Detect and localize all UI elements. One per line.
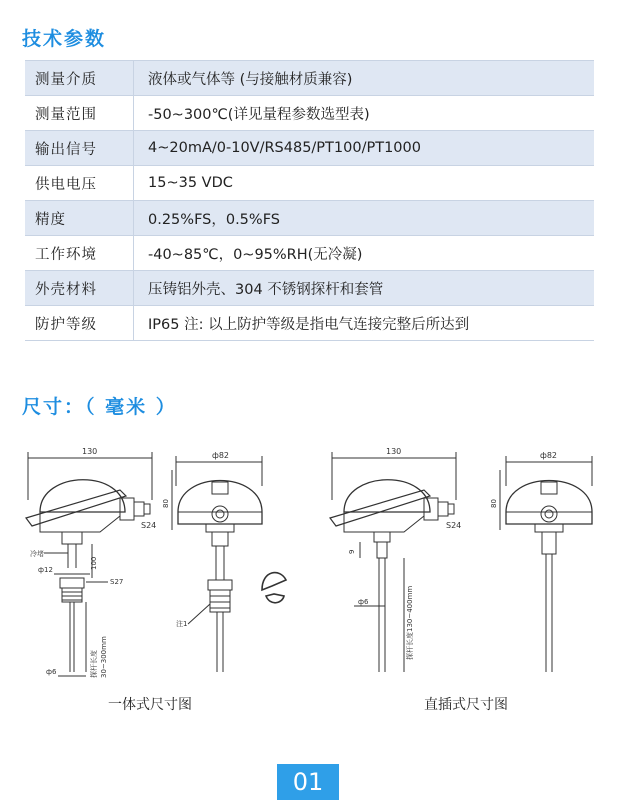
- dim-s27: S27: [110, 578, 124, 586]
- dim-phi6-1: ф6: [46, 668, 57, 676]
- cooling-label: 冷堵: [30, 550, 44, 558]
- table-row: [25, 201, 594, 236]
- spec-label: 测量范围: [25, 96, 134, 131]
- spec-value: 0.25%FS，0.5%FS: [134, 201, 595, 236]
- table-row: [25, 131, 594, 166]
- integrated-front-view: [162, 451, 286, 672]
- dimension-drawings: [0, 440, 620, 690]
- dim-s24-1: S24: [141, 521, 157, 530]
- direct-side-view: [330, 447, 461, 672]
- probe-length-range: 30~300mm: [100, 636, 108, 678]
- spec-value: 4~20mA/0-10V/RS485/PT100/PT1000: [134, 131, 595, 166]
- integrated-side-view: [26, 447, 156, 678]
- page-number: 01: [277, 764, 339, 800]
- table-row: [25, 96, 594, 131]
- dim-phi82-2: ф82: [540, 451, 558, 460]
- dim-9: 9: [348, 549, 356, 554]
- spec-value: -40~85℃，0~95%RH(无冷凝): [134, 236, 595, 271]
- spec-value: -50~300℃(详见量程参数选型表): [134, 96, 595, 131]
- spec-label: 外壳材料: [25, 271, 134, 306]
- dim-width-2: 130: [386, 447, 402, 456]
- dim-phi6-2: ф6: [358, 598, 369, 606]
- spec-section-title: 技术参数: [22, 28, 107, 50]
- direct-caption: 直插式尺寸图: [424, 697, 508, 713]
- table-row: [25, 61, 594, 96]
- spec-label: 测量介质: [25, 61, 134, 96]
- dimension-section-title: 尺寸：（ 毫米 ）: [22, 396, 177, 418]
- table-row: [25, 236, 594, 271]
- spec-value: 压铸铝外壳、304 不锈钢探杆和套管: [134, 271, 595, 306]
- note1-label: 注1: [176, 620, 188, 628]
- dim-s24-2: S24: [446, 521, 462, 530]
- table-row: [25, 306, 594, 341]
- spec-value: IP65 注: 以上防护等级是指电气连接完整后所达到: [134, 306, 595, 341]
- integrated-caption: 一体式尺寸图: [108, 697, 192, 713]
- probe-length-direct: 探杆长度130~400mm: [406, 585, 414, 660]
- dim-phi12: ф12: [38, 566, 53, 574]
- spec-label: 工作环境: [25, 236, 134, 271]
- dim-80-2: 80: [490, 499, 498, 508]
- table-row: [25, 271, 594, 306]
- probe-length-label: 探杆长度: [90, 650, 98, 678]
- spec-label: 防护等级: [25, 306, 134, 341]
- dim-80-1: 80: [162, 499, 170, 508]
- spec-value: 液体或气体等 (与接触材质兼容): [134, 61, 595, 96]
- spec-label: 供电电压: [25, 166, 134, 201]
- spec-label: 精度: [25, 201, 134, 236]
- table-row: [25, 166, 594, 201]
- spec-table: [25, 60, 594, 341]
- dim-phi82-1: ф82: [212, 451, 230, 460]
- dim-100: 100: [90, 556, 98, 570]
- spec-value: 15~35 VDC: [134, 166, 595, 201]
- dim-width-1: 130: [82, 447, 98, 456]
- spec-label: 输出信号: [25, 131, 134, 166]
- direct-front-view: [490, 451, 592, 672]
